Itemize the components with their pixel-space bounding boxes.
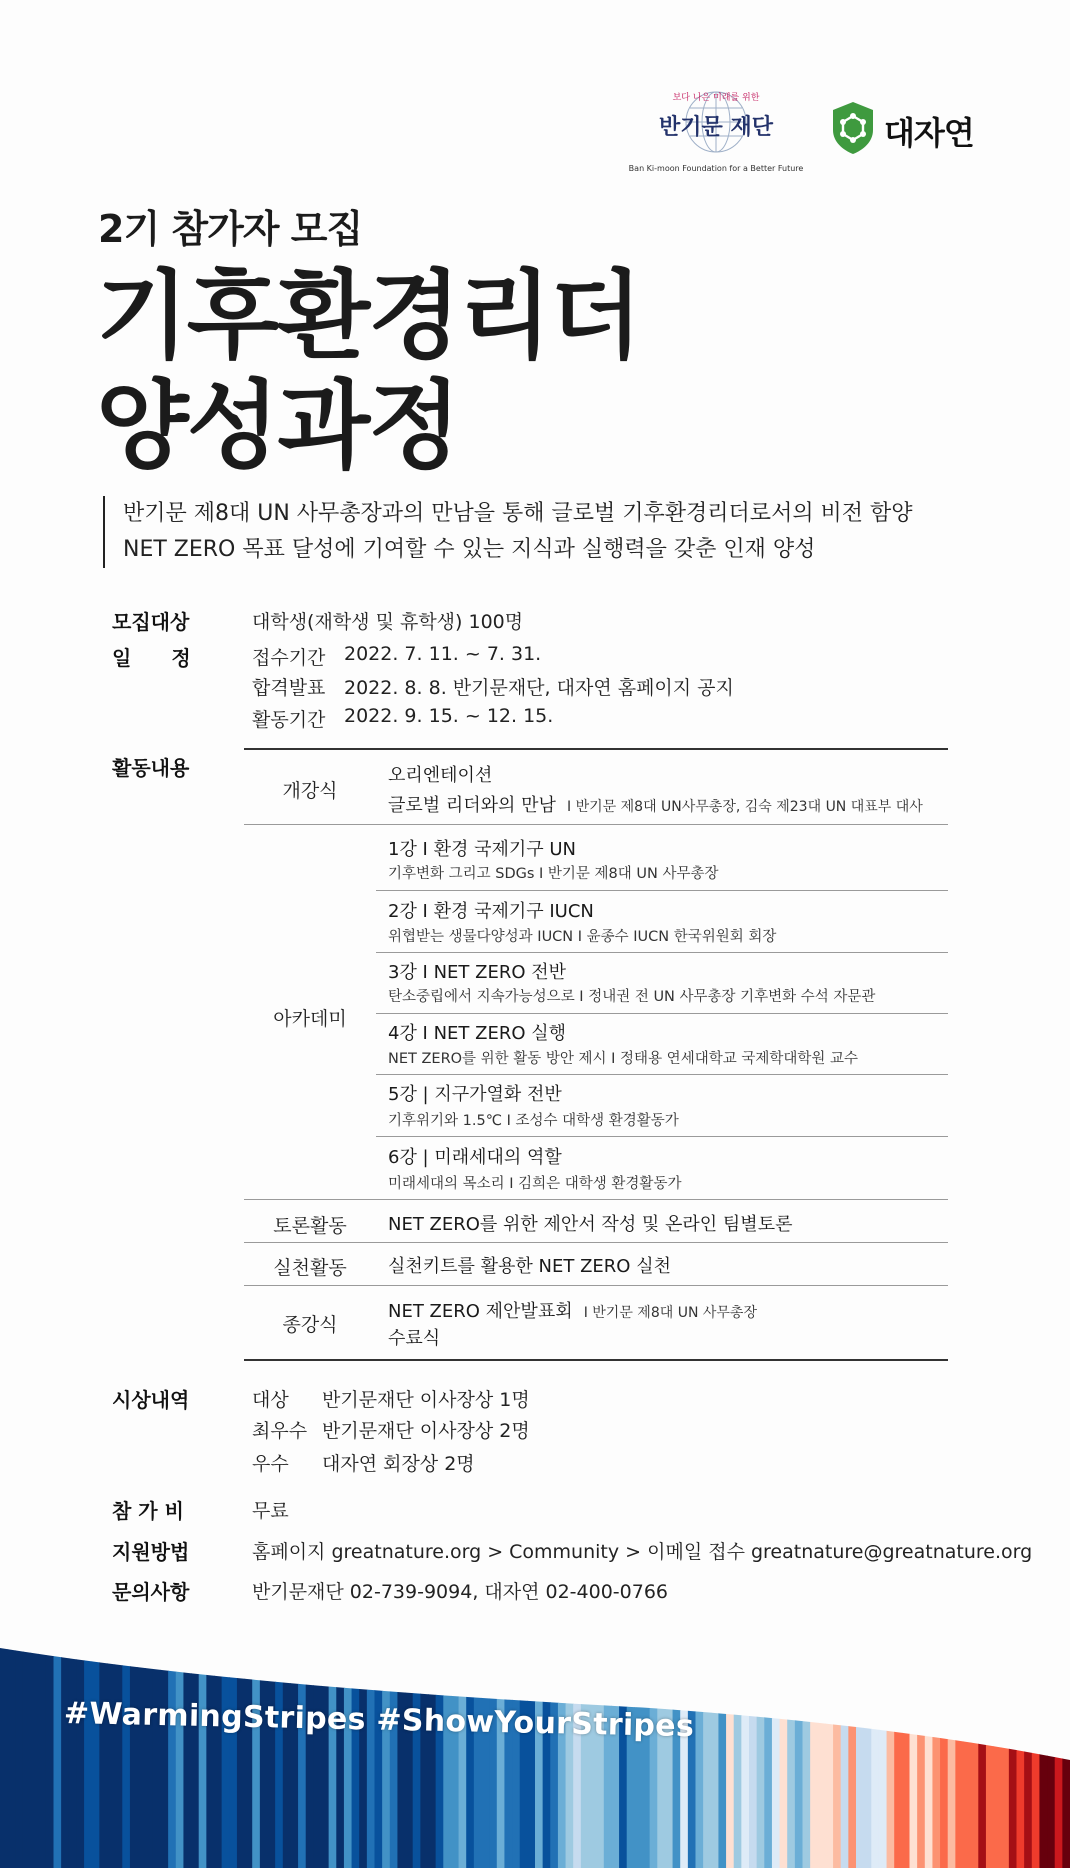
apply-value[interactable]: 홈페이지 greatnature.org > Community > 이메일 접수 greatnature@greatnature.org [252,1541,1033,1563]
warming-stripe [971,1620,979,1868]
recruit-value: 대학생(재학생 및 휴학생) 100명 [252,611,524,633]
warming-stripe [1055,1620,1063,1868]
warming-stripe [321,1620,329,1868]
warming-stripe [696,1620,704,1868]
warming-stripe [153,1620,161,1868]
awards-label: 시상내역 [112,1388,190,1412]
warming-stripe [168,1620,176,1868]
warming-stripe [176,1620,184,1868]
warming-stripe [550,1620,558,1868]
warming-stripe [1062,1620,1070,1868]
warming-stripe [757,1620,765,1868]
warming-stripe [245,1620,253,1868]
warming-stripe [252,1620,260,1868]
warming-stripe [825,1620,833,1868]
warming-stripe [818,1620,826,1868]
warming-stripe [948,1620,956,1868]
warming-stripe [711,1620,719,1868]
category-opening: 개강식 [282,780,338,802]
warming-stripe [871,1620,879,1868]
warming-stripe [604,1620,612,1868]
warming-stripe [61,1620,69,1868]
warming-stripe [894,1620,902,1868]
lecture-title: 5강 | 지구가열화 전반 [388,1084,562,1105]
warming-stripe [589,1620,597,1868]
warming-stripe [183,1620,191,1868]
warming-stripe [15,1620,23,1868]
warming-stripe [130,1620,138,1868]
warming-stripe [955,1620,963,1868]
recruit-label: 모집대상 [112,610,190,634]
warming-stripe [910,1620,918,1868]
warming-stripe [31,1620,39,1868]
warming-stripe [504,1620,512,1868]
warming-stripe [864,1620,872,1868]
warming-stripe [359,1620,367,1868]
warming-stripe [145,1620,153,1868]
bkm-name: 반기문 재단 [659,115,773,140]
warming-stripe [1047,1620,1055,1868]
warming-stripe [298,1620,306,1868]
warming-stripe [650,1620,658,1868]
warming-stripe [420,1620,428,1868]
warming-stripe [619,1620,627,1868]
warming-stripe [489,1620,497,1868]
schedule-row-name: 합격발표 [252,677,326,699]
warming-stripe [237,1620,245,1868]
warming-stripe [749,1620,757,1868]
warming-stripe [611,1620,619,1868]
opening-line1: 오리엔테이션 [388,765,493,786]
warming-stripe [673,1620,681,1868]
warming-stripe [581,1620,589,1868]
schedule-row-value: 2022. 7. 11. ~ 7. 31. [344,643,542,665]
daja-logo [830,100,990,156]
warming-stripe [375,1620,383,1868]
fee-label: 참 가 비 [112,1499,184,1523]
warming-stripe [214,1620,222,1868]
table-rule [244,1285,948,1286]
warming-stripe [38,1620,46,1868]
warming-stripe [1001,1620,1009,1868]
intro-line: 반기문 제8대 UN 사무총장과의 만남을 통해 글로벌 기후환경리더로서의 비전 함양 [123,501,913,526]
daja-name: 대자연 [884,114,974,152]
table-rule [244,1199,948,1200]
warming-stripe [23,1620,31,1868]
warming-stripe [229,1620,237,1868]
warming-stripe [932,1620,940,1868]
warming-stripe [46,1620,54,1868]
closing-presentation: NET ZERO 제안발표회 [388,1301,573,1322]
award-value: 반기문재단 이사장상 2명 [322,1420,530,1442]
warming-stripe [596,1620,604,1868]
warming-stripe [138,1620,146,1868]
closing-guest: I 반기문 제8대 UN 사무총장 [583,1305,757,1321]
table-rule [376,1074,948,1075]
warming-stripe [497,1620,505,1868]
warming-stripe [451,1620,459,1868]
schedule-row-value: 2022. 8. 8. 반기문재단, 대자연 홈페이지 공지 [344,677,734,699]
hashtags: #WarmingStripes #ShowYourStripes [63,1696,695,1745]
warming-stripe [841,1620,849,1868]
warming-stripe [115,1620,123,1868]
table-rule [376,952,948,953]
category-practice: 실천활동 [273,1257,347,1279]
warming-stripe [848,1620,856,1868]
bkm-tagline: 보다 나은 미래를 위한 [672,93,760,103]
warming-stripe [887,1620,895,1868]
ban-ki-moon-foundation-logo [628,82,804,178]
warming-stripe [107,1620,115,1868]
shield-molecule-icon [830,100,876,156]
warming-stripe [466,1620,474,1868]
warming-stripe [718,1620,726,1868]
warming-stripe [1009,1620,1017,1868]
warming-stripe [703,1620,711,1868]
lecture-title: 2강 I 환경 국제기구 IUCN [388,901,594,922]
warming-stripe [833,1620,841,1868]
lecture-title: 6강 | 미래세대의 역할 [388,1147,562,1168]
warming-stripe [543,1620,551,1868]
page-title-line2: 양성과정 [96,370,459,482]
warming-stripe [810,1620,818,1868]
warming-stripe [512,1620,520,1868]
warming-stripe [734,1620,742,1868]
apply-label: 지원방법 [112,1540,190,1564]
warming-stripe [99,1620,107,1868]
warming-stripe [1017,1620,1025,1868]
warming-stripe [428,1620,436,1868]
warming-stripe [413,1620,421,1868]
warming-stripe [161,1620,169,1868]
activities-label: 활동내용 [112,756,190,780]
warming-stripe [940,1620,948,1868]
warming-stripe [520,1620,528,1868]
schedule-row-name: 활동기간 [252,709,326,731]
closing-line2: 수료식 [388,1328,441,1349]
warming-stripe [390,1620,398,1868]
category-academy: 아카데미 [273,1008,347,1030]
warming-stripe [344,1620,352,1868]
lecture-detail: 기후위기와 1.5℃ I 조성수 대학생 환경활동가 [388,1113,679,1129]
warming-stripe [382,1620,390,1868]
warming-stripe [306,1620,314,1868]
intro-line: NET ZERO 목표 달성에 기여할 수 있는 지식과 실행력을 갖춘 인재 양성 [123,537,816,562]
warming-stripe [902,1620,910,1868]
warming-stripe [573,1620,581,1868]
table-rule [244,748,948,750]
lecture-title: 4강 I NET ZERO 실행 [388,1023,567,1044]
lecture-detail: 탄소중립에서 지속가능성으로 I 정내권 전 UN 사무총장 기후변화 수석 자문관 [388,989,876,1005]
warming-stripe [436,1620,444,1868]
warming-stripe [482,1620,490,1868]
table-rule [244,1359,948,1361]
practice-value: 실천키트를 활용한 NET ZERO 실천 [388,1256,671,1277]
warming-stripe [795,1620,803,1868]
warming-stripe [206,1620,214,1868]
warming-stripe [352,1620,360,1868]
warming-stripe [657,1620,665,1868]
table-rule [376,1136,948,1137]
debate-value: NET ZERO를 위한 제안서 작성 및 온라인 팀별토론 [388,1214,793,1235]
warming-stripe [8,1620,16,1868]
warming-stripe [925,1620,933,1868]
warming-stripe [1032,1620,1040,1868]
warming-stripe [199,1620,207,1868]
warming-stripe [191,1620,199,1868]
warming-stripe [856,1620,864,1868]
lecture-title: 3강 I NET ZERO 전반 [388,962,567,983]
award-name: 대상 [252,1389,289,1411]
lecture-detail: 위협받는 생물다양성과 IUCN I 윤종수 IUCN 한국위원회 회장 [388,929,777,945]
warming-stripe [313,1620,321,1868]
warming-stripe [917,1620,925,1868]
lecture-detail: NET ZERO를 위한 활동 방안 제시 I 정태용 연세대학교 국제학대학원 교수 [388,1051,858,1067]
lecture-title: 1강 I 환경 국제기구 UN [388,839,577,860]
warming-stripes-band [0,1620,1070,1868]
table-rule [244,824,948,825]
warming-stripe [986,1620,994,1868]
category-debate: 토론활동 [273,1215,347,1237]
warming-stripe [566,1620,574,1868]
warming-stripe [780,1620,788,1868]
lecture-detail: 기후변화 그리고 SDGs I 반기문 제8대 UN 사무총장 [388,866,719,882]
warming-stripe [69,1620,77,1868]
schedule-label: 일 정 [112,646,191,670]
award-name: 최우수 [252,1420,308,1442]
warming-stripe [787,1620,795,1868]
bkm-english-name: Ban Ki-moon Foundation for a Better Future [628,164,804,173]
opening-meeting: 글로벌 리더와의 만남 [388,795,556,816]
warming-stripe [443,1620,451,1868]
warming-stripe [879,1620,887,1868]
category-closing: 종강식 [282,1314,338,1336]
warming-stripe [122,1620,130,1868]
contact-label: 문의사항 [112,1580,190,1604]
warming-stripe [54,1620,62,1868]
warming-stripe [994,1620,1002,1868]
award-value: 대자연 회장상 2명 [322,1453,475,1475]
warming-stripe [803,1620,811,1868]
schedule-row-name: 접수기간 [252,647,326,669]
warming-stripe [963,1620,971,1868]
warming-stripe [1039,1620,1047,1868]
warming-stripe [474,1620,482,1868]
warming-stripe [405,1620,413,1868]
warming-stripe [397,1620,405,1868]
warming-stripe [665,1620,673,1868]
warming-stripe [336,1620,344,1868]
warming-stripe [1024,1620,1032,1868]
warming-stripe [642,1620,650,1868]
warming-stripe [290,1620,298,1868]
table-rule [376,890,948,891]
award-value: 반기문재단 이사장상 1명 [322,1389,530,1411]
warming-stripe [84,1620,92,1868]
contact-value: 반기문재단 02-739-9094, 대자연 02-400-0766 [252,1581,669,1603]
warming-stripe [978,1620,986,1868]
warming-stripe [329,1620,337,1868]
intro-block [103,496,913,568]
fee-value: 무료 [252,1500,289,1522]
warming-stripe [260,1620,268,1868]
warming-stripe [772,1620,780,1868]
warming-stripe [76,1620,84,1868]
page-subtitle: 2기 참가자 모집 [98,207,363,251]
warming-stripe [527,1620,535,1868]
warming-stripe [283,1620,291,1868]
warming-stripe [535,1620,543,1868]
warming-stripe [634,1620,642,1868]
opening-guests: I 반기문 제8대 UN사무총장, 김숙 제23대 UN 대표부 대사 [567,799,923,815]
page-title-line1: 기후환경리더 [96,260,641,372]
award-name: 우수 [252,1453,289,1475]
opening-line2 [388,791,923,817]
warming-stripe [558,1620,566,1868]
schedule-row-value: 2022. 9. 15. ~ 12. 15. [344,705,554,727]
table-rule [376,1013,948,1014]
warming-stripe [92,1620,100,1868]
warming-stripe [268,1620,276,1868]
lecture-detail: 미래세대의 목소리 I 김희은 대학생 환경활동가 [388,1176,682,1192]
warming-stripe [367,1620,375,1868]
warming-stripe [726,1620,734,1868]
warming-stripe [459,1620,467,1868]
warming-stripe [764,1620,772,1868]
table-rule [244,1242,948,1243]
warming-stripe [0,1620,8,1868]
closing-line1 [388,1297,757,1323]
warming-stripe [741,1620,749,1868]
warming-stripe [275,1620,283,1868]
warming-stripe [222,1620,230,1868]
warming-stripe [627,1620,635,1868]
